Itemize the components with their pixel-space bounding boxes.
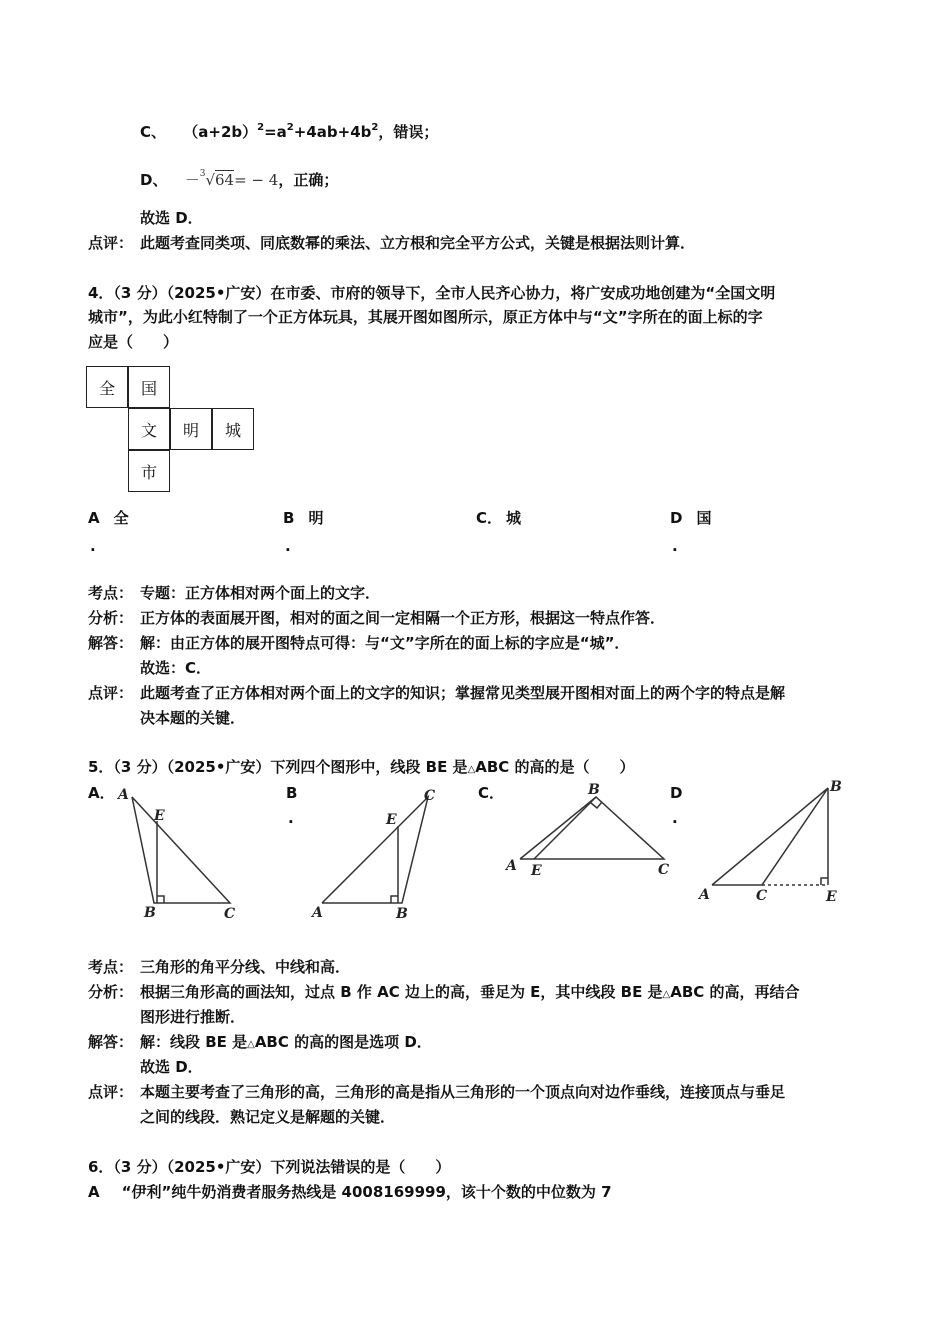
- cube-root-expression: －$^3$√64= − 4: [184, 169, 279, 189]
- fig-a-label-e: E: [154, 808, 165, 824]
- fig-a-right-angle-mark: [157, 896, 164, 903]
- q6-stem: 6．（3 分）（2025•广安）下列说法错误的是（ ）: [88, 1158, 451, 1176]
- fig-d-right-angle-mark: [821, 878, 828, 885]
- q4-option-c[interactable]: C． 城: [476, 509, 522, 527]
- fig-c-label-b: B: [588, 782, 600, 798]
- q4-jieda-line-2: 故选：C．: [140, 659, 212, 677]
- q4-option-d-dot: .: [672, 537, 678, 555]
- q5-option-a-label[interactable]: A．: [88, 784, 115, 802]
- fig-b-label-e: E: [386, 812, 397, 828]
- triangle-symbol-icon: △: [467, 764, 476, 775]
- fig-d-label-b: B: [830, 779, 842, 795]
- net-cell-quan: 全: [86, 366, 128, 408]
- fig-a-label-c: C: [224, 906, 236, 922]
- q5-option-b-dot: .: [288, 809, 294, 827]
- fig-c-label-e: E: [531, 863, 542, 879]
- q3-conclusion: 故选 D．: [140, 209, 203, 227]
- fig-b-label-c: C: [424, 788, 436, 804]
- fig-d-label-a: A: [699, 887, 710, 903]
- fig-c-label-a: A: [506, 858, 517, 874]
- q3-option-d: D、 －$^3$√64= − 4，正确；: [140, 169, 339, 189]
- fig-a-triangle: [132, 797, 230, 903]
- fig-b-triangle: [322, 797, 428, 903]
- q3-comment-text: 此题考查同类项、同底数幂的乘法、立方根和完全平方公式，关键是根据法则计算．: [140, 234, 696, 252]
- fig-d-label-e: E: [826, 889, 837, 905]
- q5-dianping-line-2: 之间的线段．熟记定义是解题的关键．: [140, 1108, 396, 1126]
- q5-option-c-label[interactable]: C．: [478, 784, 505, 802]
- fig-c-right-angle-mark: [591, 802, 602, 808]
- fig-d-triangle: [712, 788, 828, 885]
- q6-option-a[interactable]: A “伊利”纯牛奶消费者服务热线是 4008169999，该十个数的中位数为 7: [88, 1183, 612, 1201]
- fig-c-segment-be: [534, 797, 596, 859]
- q4-stem-line-2: 城市”，为此小红特制了一个正方体玩具，其展开图如图所示，原正方体中与“文”字所在的面上标的字: [88, 308, 763, 326]
- fig-a-label-b: B: [144, 905, 156, 921]
- net-cell-guo: 国: [128, 366, 170, 408]
- q5-fenxi-line-2: 图形进行推断．: [140, 1008, 246, 1026]
- fig-b-right-angle-mark: [391, 896, 398, 903]
- fig-b-label-a: A: [312, 905, 323, 921]
- fig-a-label-a: A: [118, 787, 129, 803]
- q4-dianping-line-2: 决本题的关键．: [140, 709, 246, 727]
- q3-option-c-expression: $(a+2b)^2=a^2+4ab+4b^2$，错误；: [183, 122, 439, 141]
- net-cell-ming: 明: [170, 408, 212, 450]
- q5-jieda-line-2: 故选 D．: [140, 1058, 203, 1076]
- q4-stem-line-1: 4．（3 分）（2025•广安）在市委、市府的领导下，全市人民齐心协力，将广安成功地创建为“全国文明: [88, 284, 776, 302]
- q4-option-d[interactable]: D 国: [670, 509, 712, 527]
- radical-sign-icon: √: [205, 171, 215, 189]
- q5-option-d-label[interactable]: D: [670, 784, 683, 802]
- q4-option-b-dot: .: [285, 537, 291, 555]
- net-cell-shi: 市: [128, 450, 170, 492]
- q4-option-a[interactable]: A 全: [88, 509, 129, 527]
- fig-b-label-b: B: [396, 906, 408, 922]
- q3-comment-label: 点评：: [88, 234, 134, 252]
- q4-stem-line-3: 应是（ ）: [88, 333, 179, 351]
- fig-c-triangle: [520, 797, 664, 859]
- q4-option-b[interactable]: B 明: [283, 509, 324, 527]
- q4-option-a-dot: .: [90, 537, 96, 555]
- fig-c-label-c: C: [658, 862, 670, 878]
- net-cell-wen: 文: [128, 408, 170, 450]
- fig-d-label-c: C: [756, 888, 768, 904]
- q3-option-d-label: D、: [140, 171, 168, 189]
- q5-option-d-dot: .: [672, 809, 678, 827]
- q5-stem: 5．（3 分）（2025•广安）下列四个图形中，线段 BE 是△ABC 的高的是（ ）: [88, 758, 635, 776]
- q5-option-b-label[interactable]: B: [286, 784, 298, 802]
- q3-option-c-label: C、: [140, 123, 167, 141]
- net-cell-cheng: 城: [212, 408, 254, 450]
- q3-option-c: [140, 122, 438, 142]
